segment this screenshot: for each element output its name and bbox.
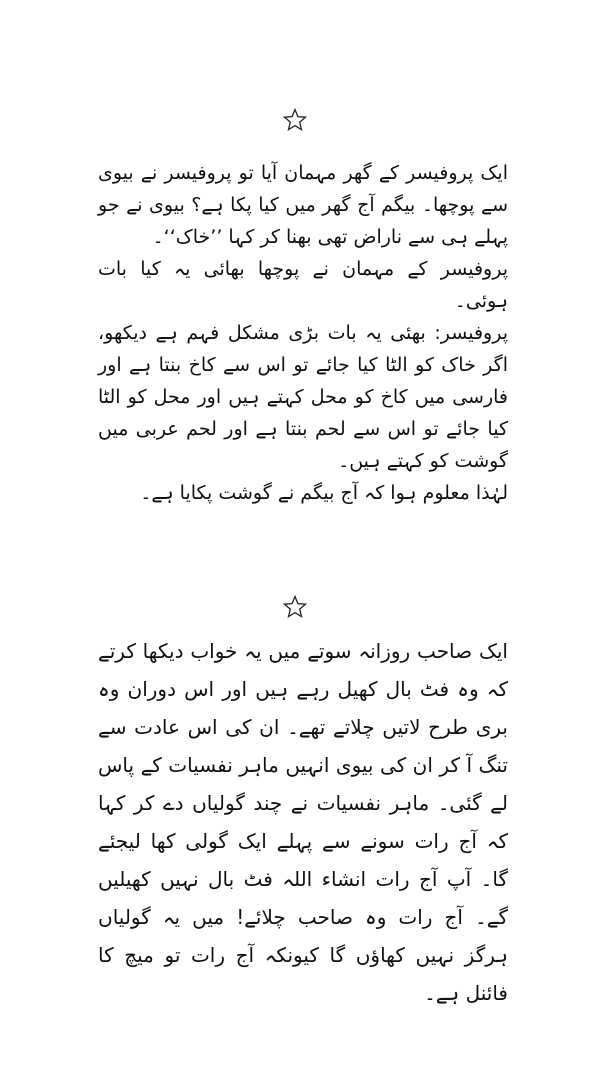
joke-football-dream [98,632,508,1012]
story1-paragraph: ایک پروفیسر کے گھر مہمان آیا تو پروفیسر نے بیوی سے پوچھا۔ بیگم آج گھر میں کیا پکا ہے؟ بیوی نے جو پہلے ہی سے ناراض تھی بھنا کر کہا ’’خاک‘‘۔ [98,162,508,248]
story1-paragraph: لہٰذا معلوم ہوا کہ آج بیگم نے گوشت پکایا ہے۔ [140,482,508,504]
star-separator-icon [283,595,307,619]
star-outline-icon [283,595,307,619]
star-outline-icon [283,108,307,132]
joke-professor [98,157,508,509]
star-separator-icon [283,108,307,132]
story1-paragraph: پروفیسر کے مہمان نے پوچھا بھائی یہ کیا بات ہوئی۔ [98,258,508,312]
story1-paragraph: پروفیسر: بھئی یہ بات بڑی مشکل فہم ہے دیکھو، اگر خاک کو الٹا کیا جائے تو اس سے کاخ بنتا ہے اور فارسی میں کاخ کو محل کہتے ہیں اور محل کو الٹا کیا جائے تو اس سے لحم بنتا ہے اور لحم عربی میں گوشت کو کہتے ہیں۔ [98,322,508,472]
story2-paragraph: ایک صاحب روزانہ سوتے میں یہ خواب دیکھا کرتے کہ وہ فٹ بال کھیل رہے ہیں اور اس دوران وہ بری طرح لاتیں چلاتے تھے۔ ان کی اس عادت سے تنگ آ کر ان کی بیوی انہیں ماہر نفسیات کے پاس لے گئی۔ ماہر نفسیات نے چند گولیاں دے کر کہا کہ آج رات سونے سے پہلے ایک گولی کھا لیجئے گا۔ آپ آج رات انشاء اللہ فٹ بال نہیں کھیلیں گے۔ آج رات وہ صاحب چلائے! میں یہ گولیاں ہرگز نہیں کھاؤں گا کیونکہ آج رات تو میچ کا فائنل ہے۔ [98,639,508,1005]
